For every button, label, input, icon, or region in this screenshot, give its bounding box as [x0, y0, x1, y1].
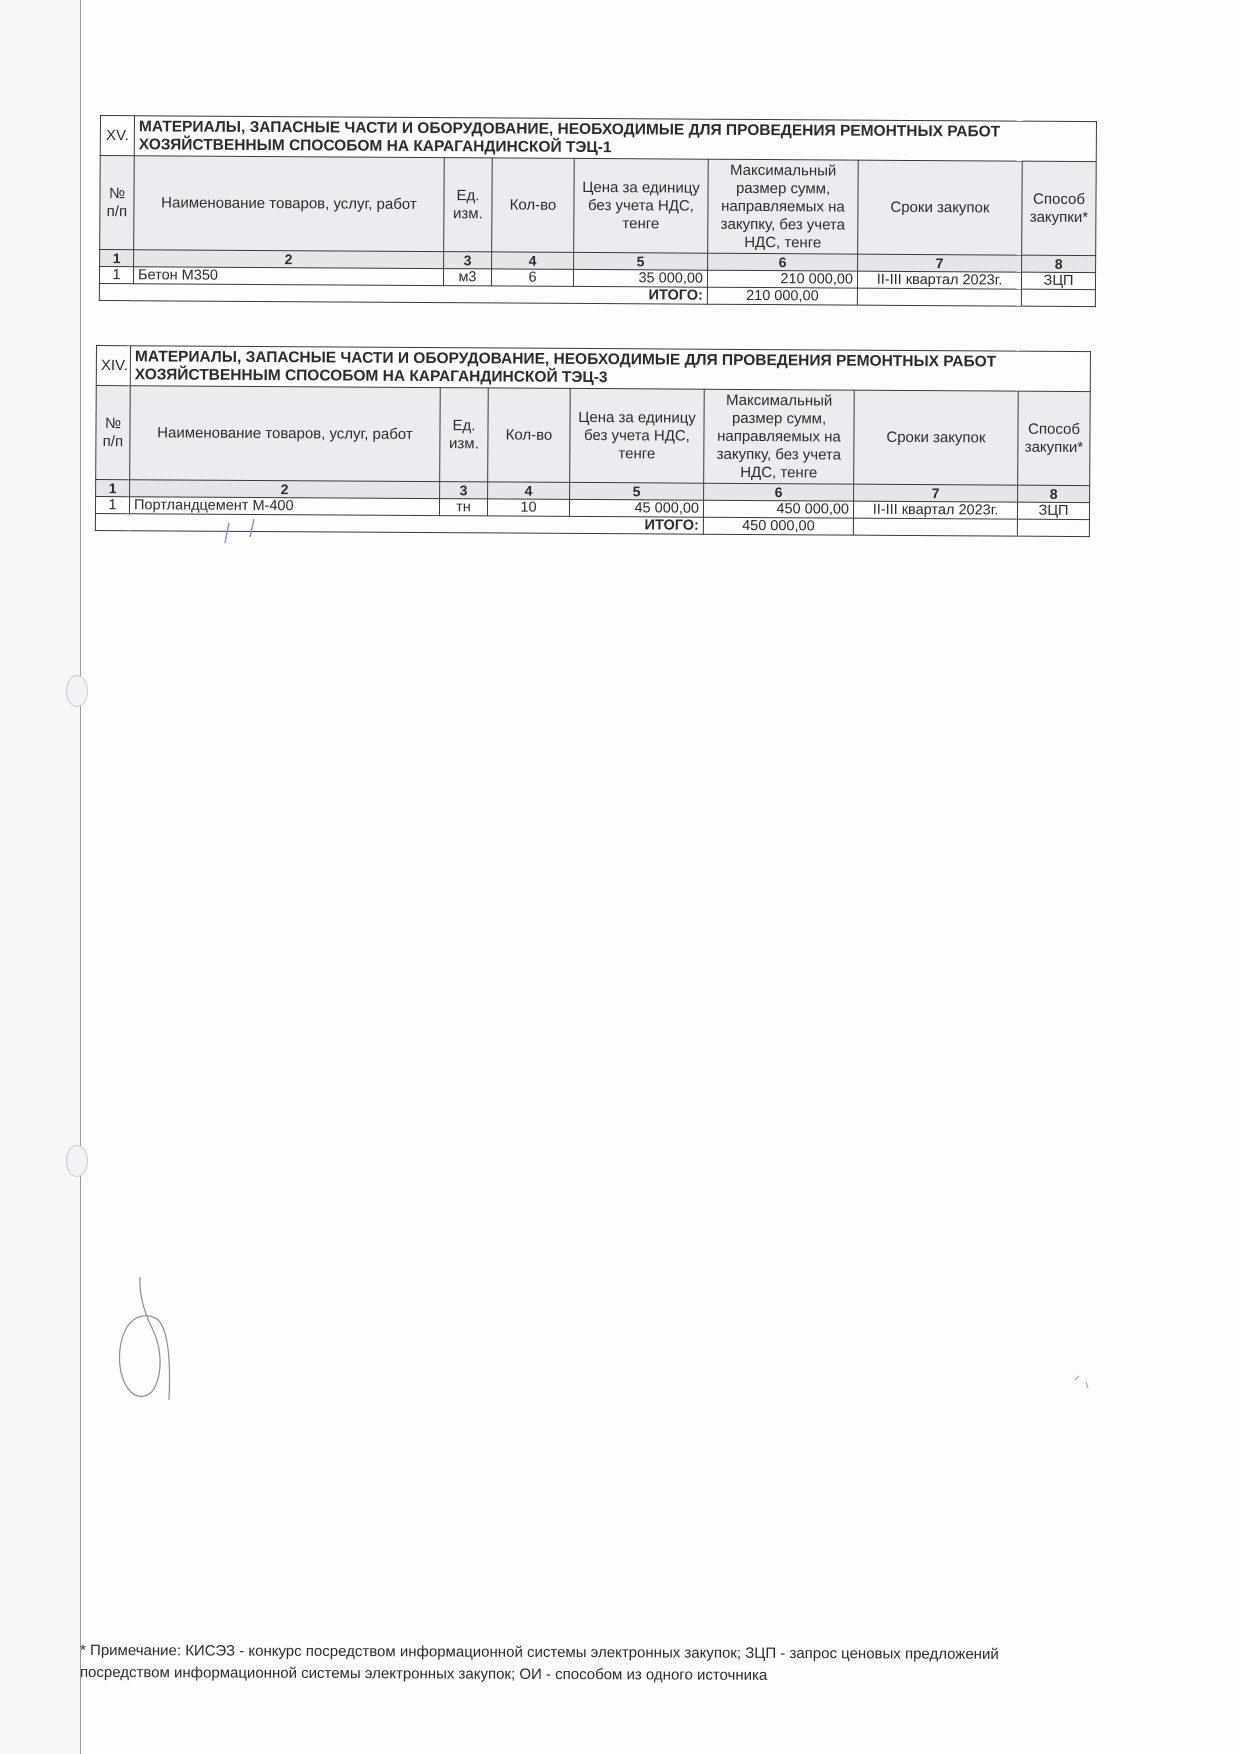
section-number: XIV. — [96, 346, 130, 386]
empty-cell — [1021, 289, 1095, 306]
column-number: 2 — [134, 250, 444, 269]
footnote: * Примечание: КИСЭЗ - конкурс посредством информационной системы электронных закупок; ЗЦП - запрос ценовых предложений посредством информационной системы электронных закупок; ОИ - способом из одного источника — [79, 1641, 999, 1684]
column-header: № п/п — [100, 156, 135, 250]
quantity: 10 — [487, 499, 569, 517]
column-number: 8 — [1022, 255, 1096, 272]
unit-price: 45 000,00 — [569, 499, 703, 517]
unit-price: 35 000,00 — [573, 269, 707, 287]
punch-hole-icon — [66, 1145, 88, 1177]
column-header: Сроки закупок — [854, 390, 1019, 485]
empty-cell — [853, 518, 1017, 536]
column-number: 3 — [440, 482, 488, 499]
column-number: 7 — [858, 254, 1022, 272]
column-number: 5 — [574, 252, 708, 270]
section-title: МАТЕРИАЛЫ, ЗАПАСНЫЕ ЧАСТИ И ОБОРУДОВАНИЕ, НЕОБХОДИМЫЕ ДЛЯ ПРОВЕДЕНИЯ РЕМОНТНЫХ РАБОТ ХОЗЯЙСТВЕННЫМ СПОСОБОМ НА КАРАГАНДИНСКОЙ ТЭЦ-1 — [134, 116, 1096, 162]
procurement-method: ЗЦП — [1021, 272, 1095, 289]
row-number: 1 — [99, 267, 133, 284]
item-name: Бетон М350 — [133, 267, 443, 286]
column-header: Кол-во — [488, 388, 571, 482]
column-number: 4 — [492, 252, 574, 270]
column-header: № п/п — [96, 386, 131, 480]
column-header: Цена за единицу без учета НДС, тенге — [570, 388, 705, 483]
row-number: 1 — [95, 497, 129, 514]
unit: тн — [439, 499, 487, 516]
max-amount: 450 000,00 — [703, 500, 853, 518]
column-header: Наименование товаров, услуг, работ — [134, 156, 445, 252]
empty-cell — [857, 288, 1021, 306]
quantity: 6 — [491, 269, 573, 287]
column-number: 7 — [854, 484, 1018, 502]
pen-stroke-icon — [220, 515, 270, 545]
punch-hole-icon — [66, 675, 88, 707]
empty-cell — [1017, 519, 1089, 536]
procurement-period: II-III квартал 2023г. — [857, 271, 1021, 289]
total-label: ИТОГО: — [99, 283, 707, 304]
total-value: 450 000,00 — [703, 517, 853, 535]
column-header: Максимальный размер сумм, направляемых на закупку, без учета НДС, тенге — [704, 389, 855, 484]
procurement-table-tec3 — [95, 345, 1091, 537]
max-amount: 210 000,00 — [707, 270, 857, 288]
column-number: 3 — [444, 252, 492, 269]
column-header: Ед. изм. — [444, 158, 493, 252]
column-header: Способ закупки* — [1018, 391, 1091, 485]
section-number: XV. — [100, 116, 134, 156]
signature-icon — [105, 1275, 185, 1405]
column-number: 1 — [100, 250, 134, 267]
column-number: 6 — [704, 483, 854, 501]
total-label: ИТОГО: — [95, 513, 703, 534]
procurement-period: II-III квартал 2023г. — [853, 501, 1017, 519]
scan-speck-icon — [1070, 1370, 1110, 1400]
item-name: Портландцемент М-400 — [129, 497, 439, 516]
column-header: Ед. изм. — [440, 388, 489, 482]
column-number: 5 — [570, 482, 704, 500]
column-header: Максимальный размер сумм, направляемых на закупку, без учета НДС, тенге — [708, 159, 859, 254]
procurement-table-tec1 — [99, 115, 1097, 307]
page-left-edge — [0, 0, 81, 1754]
total-value: 210 000,00 — [707, 287, 857, 305]
column-number: 4 — [488, 482, 570, 500]
unit: м3 — [443, 269, 491, 286]
procurement-method: ЗЦП — [1017, 502, 1089, 519]
column-number: 6 — [708, 253, 858, 271]
column-header: Способ закупки* — [1022, 161, 1097, 255]
column-number: 2 — [130, 480, 440, 499]
column-header: Цена за единицу без учета НДС, тенге — [574, 158, 709, 253]
column-header: Сроки закупок — [858, 160, 1023, 255]
column-number: 8 — [1018, 485, 1090, 502]
column-header: Наименование товаров, услуг, работ — [130, 386, 441, 482]
section-title: МАТЕРИАЛЫ, ЗАПАСНЫЕ ЧАСТИ И ОБОРУДОВАНИЕ, НЕОБХОДИМЫЕ ДЛЯ ПРОВЕДЕНИЯ РЕМОНТНЫХ РАБОТ ХОЗЯЙСТВЕННЫМ СПОСОБОМ НА КАРАГАНДИНСКОЙ ТЭЦ-3 — [130, 346, 1090, 392]
column-number: 1 — [96, 480, 130, 497]
column-header: Кол-во — [492, 158, 575, 252]
